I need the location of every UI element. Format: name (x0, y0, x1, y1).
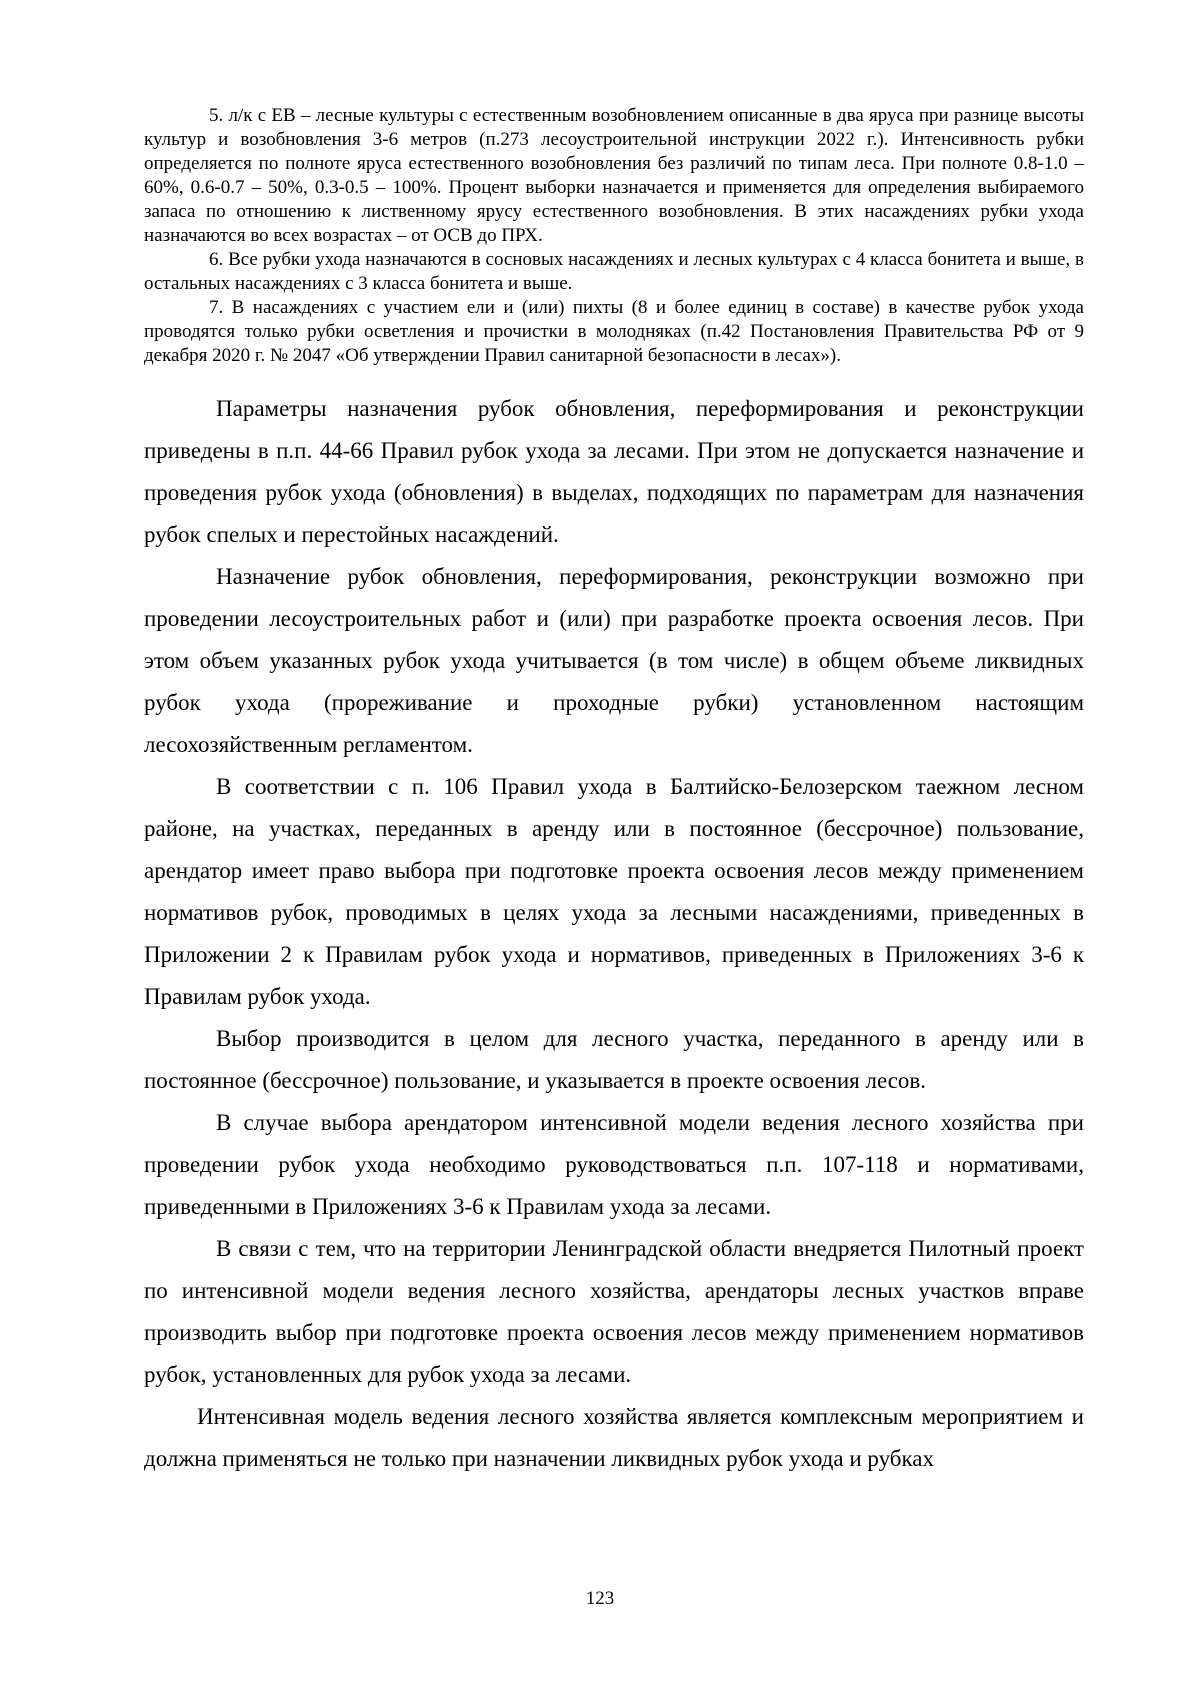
note-6: 6. Все рубки ухода назначаются в сосновых насаждениях и лесных культурах с 4 класса бонитета и выше, в остальных насаждениях с 3 класса бонитета и выше. (144, 249, 1084, 294)
paragraph-intensive-model-choice: В случае выбора арендатором интенсивной модели ведения лесного хозяйства при проведении рубок ухода необходимо руководствоваться п.п. 107-118 и нормативами, приведенными в Приложениях 3-6 к Правилам ухода за лесами. (144, 1110, 1084, 1219)
paragraph-article-106: В соответствии с п. 106 Правил ухода в Балтийско-Белозерском таежном лесном районе, на участках, переданных в аренду или в постоянное (бессрочное) пользование, арендатор имеет право выбора при подготовке проекта освоения лесов между применением нормативов рубок, проводимых в целях ухода за лесными насаждениями, приведенных в Приложении 2 к Правилам рубок ухода и нормативов, приведенных в Приложениях 3-6 к Правилам рубок ухода. (144, 774, 1084, 1009)
note-5: 5. л/к с ЕВ – лесные культуры с естественным возобновлением описанные в два яруса при разнице высоты культур и возобновления 3-6 метров (п.273 лесоустроительной инструкции 2022 г.). Интенсивность рубки определяется по полноте яруса естественного возобновления без различий по типам леса. При полноте 0.8-1.0 – 60%, 0.6-0.7 – 50%, 0.3-0.5 – 100%. Процент выборки назначается и применяется для определения выбираемого запаса по отношению к лиственному ярусу естественного возобновления. В этих насаждениях рубки ухода назначаются во всех возрастах – от ОСВ до ПРХ. (144, 105, 1084, 246)
paragraph-choice: Выбор производится в целом для лесного участка, переданного в аренду или в постоянное (бессрочное) пользование, и указывается в проекте освоения лесов. (144, 1026, 1084, 1093)
paragraph-pilot-project: В связи с тем, что на территории Ленинградской области внедряется Пилотный проект по интенсивной модели ведения лесного хозяйства, арендаторы лесных участков вправе производить выбор при подготовке проекта освоения лесов между применением нормативов рубок, установленных для рубок ухода за лесами. (144, 1236, 1084, 1387)
page-number: 123 (585, 1588, 615, 1609)
document-page (144, 104, 1084, 1480)
paragraph-parameters: Параметры назначения рубок обновления, переформирования и реконструкции приведены в п.п. 44-66 Правил рубок ухода за лесами. При этом не допускается назначение и проведения рубок ухода (обновления) в выделах, подходящих по параметрам для назначения рубок спелых и перестойных насаждений. (144, 396, 1084, 547)
footnotes-block (144, 104, 1084, 368)
paragraph-intensive-model: Интенсивная модель ведения лесного хозяйства является комплексным мероприятием и должна применяться не только при назначении ликвидных рубок ухода и рубках (144, 1404, 1084, 1471)
paragraph-assignment: Назначение рубок обновления, переформирования, реконструкции возможно при проведении лесоустроительных работ и (или) при разработке проекта освоения лесов. При этом объем указанных рубок ухода учитывается (в том числе) в общем объеме ликвидных рубок ухода (прореживание и проходные рубки) установленном настоящим лесохозяйственным регламентом. (144, 564, 1084, 757)
note-7: 7. В насаждениях с участием ели и (или) пихты (8 и более единиц в составе) в качестве рубок ухода проводятся только рубки осветления и прочистки в молодняках (п.42 Постановления Правительства РФ от 9 декабря 2020 г. № 2047 «Об утверждении Правил санитарной безопасности в лесах»). (144, 297, 1084, 366)
body-text (144, 388, 1084, 1480)
